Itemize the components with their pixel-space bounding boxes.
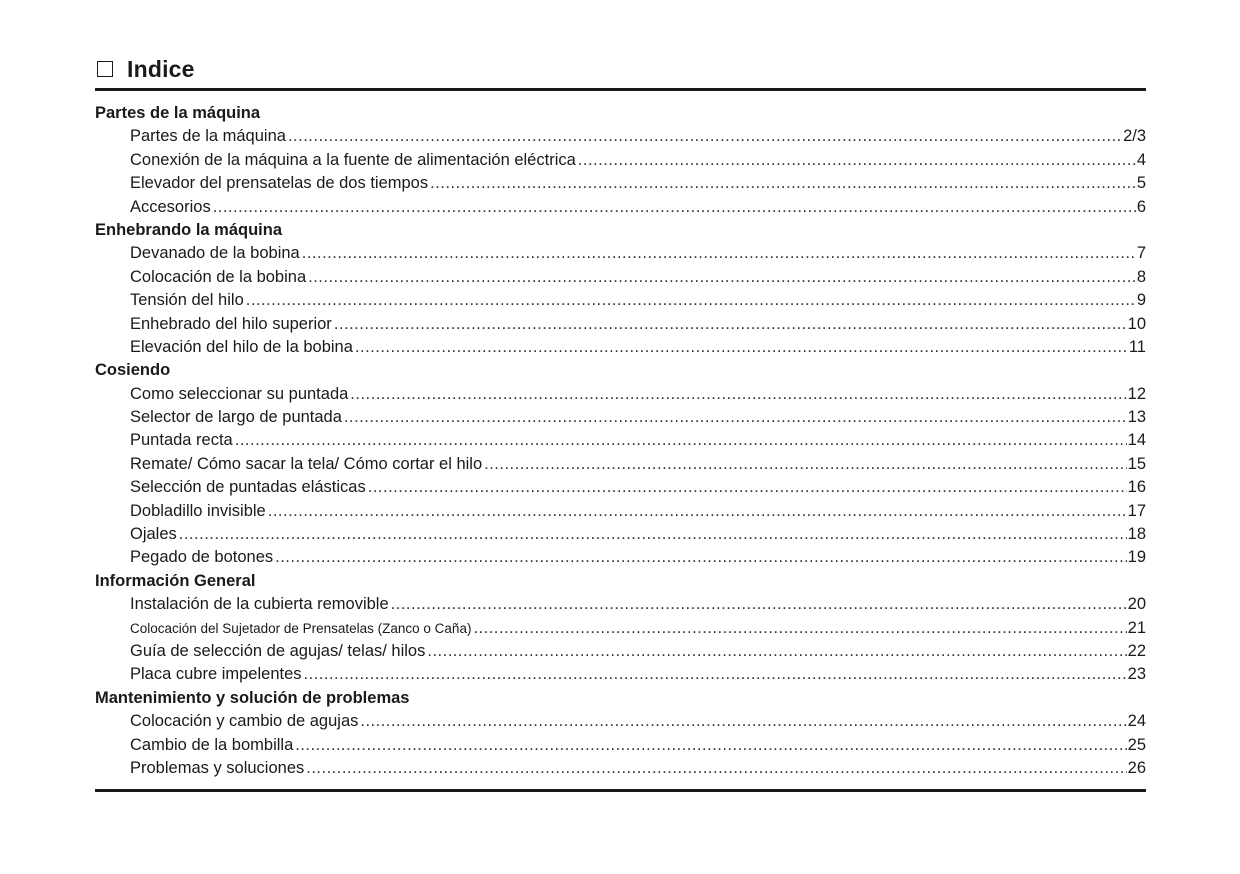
entry-label: Problemas y soluciones — [130, 758, 305, 777]
bottom-rule — [95, 789, 1146, 792]
entry-page-number: 14 — [1127, 431, 1146, 450]
entry-page-number: 6 — [1136, 197, 1146, 216]
toc-entry — [95, 289, 1146, 312]
entry-label: Elevador del prensatelas de dos tiempos — [130, 174, 429, 193]
section-title: Enhebrando la máquina — [95, 220, 283, 239]
dot-leader — [350, 383, 1126, 406]
entry-page-number: 22 — [1127, 641, 1146, 660]
dot-leader — [368, 476, 1127, 499]
entry-label: Elevación del hilo de la bobina — [130, 337, 353, 356]
dot-leader — [308, 266, 1136, 289]
entry-label: Selector de largo de puntada — [130, 408, 342, 427]
dot-leader — [235, 429, 1127, 452]
entry-page-number: 4 — [1136, 150, 1146, 169]
dot-leader — [344, 406, 1127, 429]
entry-page-number: 12 — [1127, 384, 1146, 403]
section-title: Información General — [95, 571, 256, 590]
entry-label: Pegado de botones — [130, 548, 274, 567]
dot-leader — [430, 172, 1136, 195]
toc-entry — [95, 523, 1146, 546]
entry-page-number: 15 — [1127, 454, 1146, 473]
entry-label: Colocación de la bobina — [130, 267, 307, 286]
toc-entry — [95, 757, 1146, 780]
section-title: Cosiendo — [95, 361, 171, 380]
entry-label: Remate/ Cómo sacar la tela/ Cómo cortar el hilo — [130, 454, 483, 473]
toc-entry — [95, 125, 1146, 148]
entry-page-number: 25 — [1127, 735, 1146, 754]
entry-label: Enhebrado del hilo superior — [130, 314, 332, 333]
entry-label: Devanado de la bobina — [130, 244, 300, 263]
entry-label: Colocación y cambio de agujas — [130, 712, 359, 731]
entry-label: Como seleccionar su puntada — [130, 384, 349, 403]
entry-label: Colocación del Sujetador de Prensatelas (Zanco o Caña) — [130, 620, 472, 636]
entry-label: Puntada recta — [130, 431, 233, 450]
dot-leader — [334, 313, 1127, 336]
entry-label: Cambio de la bombilla — [130, 735, 294, 754]
checkbox-icon — [97, 61, 113, 77]
entry-label: Tensión del hilo — [130, 291, 244, 310]
entry-page-number: 9 — [1136, 291, 1146, 310]
toc-entry — [95, 266, 1146, 289]
section-title: Partes de la máquina — [95, 104, 261, 122]
entry-page-number: 23 — [1127, 665, 1146, 684]
entry-label: Conexión de la máquina a la fuente de alimentación eléctrica — [130, 150, 576, 169]
dot-leader — [578, 149, 1136, 172]
toc-entry — [95, 500, 1146, 523]
title-row — [95, 54, 195, 84]
entry-label: Placa cubre impelentes — [130, 665, 302, 684]
entry-label: Selección de puntadas elásticas — [130, 478, 366, 497]
dot-leader — [268, 500, 1127, 523]
dot-leader — [360, 710, 1126, 733]
dot-leader — [427, 640, 1126, 663]
toc-entry — [95, 172, 1146, 195]
entry-page-number: 10 — [1127, 314, 1146, 333]
section-title: Mantenimiento y solución de problemas — [95, 688, 410, 707]
entry-page-number: 18 — [1127, 525, 1146, 544]
dot-leader — [246, 289, 1136, 312]
entry-label: Dobladillo invisible — [130, 501, 266, 520]
table-of-contents — [95, 102, 1146, 780]
dot-leader — [304, 663, 1127, 686]
page-title: Indice — [127, 55, 195, 82]
dot-leader — [179, 523, 1127, 546]
toc-entry — [95, 710, 1146, 733]
entry-page-number: 2/3 — [1123, 127, 1146, 146]
toc-entry — [95, 383, 1146, 406]
dot-leader — [288, 125, 1122, 148]
toc-entry — [95, 734, 1146, 757]
toc-entry — [95, 149, 1146, 172]
dot-leader — [275, 546, 1127, 569]
entry-label: Ojales — [130, 525, 177, 544]
entry-label: Accesorios — [130, 197, 211, 216]
dot-leader — [306, 757, 1126, 780]
entry-page-number: 16 — [1127, 478, 1146, 497]
entry-page-number: 13 — [1127, 408, 1146, 427]
toc-entry — [95, 429, 1146, 452]
dot-leader — [473, 617, 1126, 640]
entry-page-number: 5 — [1136, 174, 1146, 193]
toc-entry — [95, 406, 1146, 429]
toc-entry — [95, 196, 1146, 219]
entry-page-number: 7 — [1136, 244, 1146, 263]
dot-leader — [484, 453, 1127, 476]
entry-page-number: 19 — [1127, 548, 1146, 567]
toc-entry — [95, 453, 1146, 476]
toc-entry — [95, 336, 1146, 359]
index-page — [95, 0, 1146, 874]
entry-label: Instalación de la cubierta removible — [130, 595, 389, 614]
entry-page-number: 24 — [1127, 712, 1146, 731]
toc-entry — [95, 546, 1146, 569]
top-rule — [95, 88, 1146, 91]
entry-page-number: 17 — [1127, 501, 1146, 520]
entry-page-number: 11 — [1128, 337, 1146, 356]
toc-entry — [95, 663, 1146, 686]
entry-page-number: 26 — [1127, 758, 1146, 777]
entry-page-number: 8 — [1136, 267, 1146, 286]
toc-entry — [95, 242, 1146, 265]
entry-page-number: 21 — [1127, 618, 1146, 637]
toc-entry — [95, 640, 1146, 663]
dot-leader — [391, 593, 1127, 616]
toc-entry — [95, 617, 1146, 640]
toc-entry — [95, 593, 1146, 616]
dot-leader — [302, 242, 1136, 265]
toc-entry — [95, 313, 1146, 336]
toc-entry — [95, 476, 1146, 499]
entry-page-number: 20 — [1127, 595, 1146, 614]
dot-leader — [213, 196, 1136, 219]
dot-leader — [295, 734, 1126, 757]
dot-leader — [355, 336, 1128, 359]
entry-label: Guía de selección de agujas/ telas/ hilos — [130, 641, 426, 660]
entry-label: Partes de la máquina — [130, 127, 286, 146]
